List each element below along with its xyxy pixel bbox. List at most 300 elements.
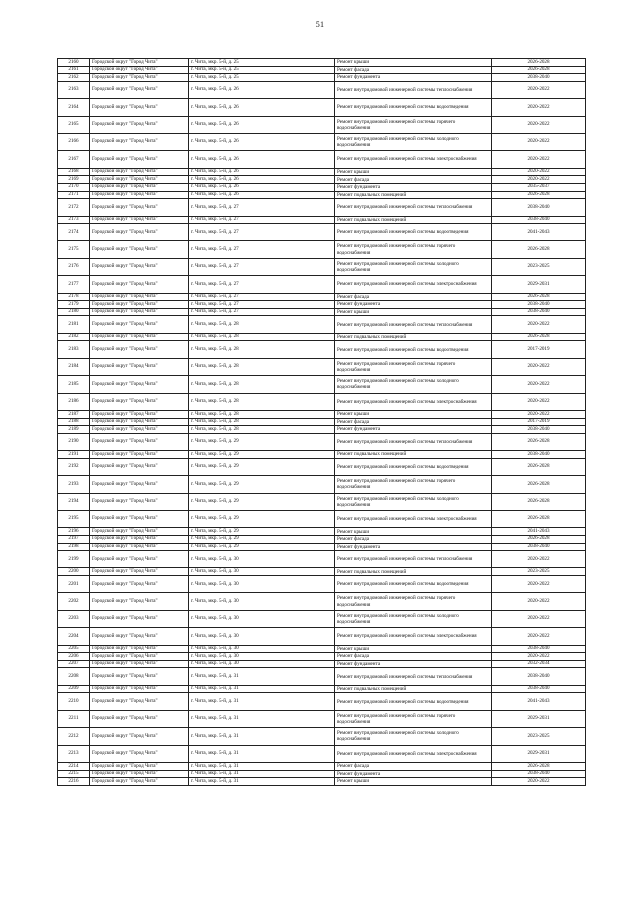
period-cell: 2038-2040 (492, 199, 586, 216)
work-type-cell: Ремонт внутридомовой инженерной системы водоотведения (335, 341, 492, 358)
work-type-cell: Ремонт внутридомовой инженерной системы горячего водоснабжения (335, 710, 492, 727)
work-type-cell: Ремонт внутридомовой инженерной системы теплоснабжения (335, 81, 492, 98)
row-number: 2169 (58, 176, 90, 184)
work-type-cell: Ремонт внутридомовой инженерной системы горячего водоснабжения (335, 116, 492, 133)
municipality-cell: Городской округ "Город Чита" (90, 458, 189, 475)
table-row (58, 183, 586, 191)
table-row (58, 576, 586, 593)
row-number: 2187 (58, 410, 90, 418)
municipality-cell: Городской округ "Город Чита" (90, 418, 189, 426)
work-type-cell: Ремонт фасада (335, 653, 492, 661)
table-row (58, 770, 586, 778)
table-row (58, 74, 586, 82)
work-type-cell: Ремонт подвальных помещений (335, 568, 492, 576)
row-number: 2181 (58, 316, 90, 333)
period-cell: 2038-2040 (492, 426, 586, 434)
row-number: 2208 (58, 668, 90, 685)
work-type-cell: Ремонт фундамента (335, 770, 492, 778)
period-cell: 2020-2022 (492, 610, 586, 627)
table-row (58, 151, 586, 168)
work-type-cell: Ремонт внутридомовой инженерной системы теплоснабжения (335, 199, 492, 216)
period-cell: 2026-2028 (492, 535, 586, 543)
row-number: 2204 (58, 628, 90, 645)
municipality-cell: Городской округ "Город Чита" (90, 393, 189, 410)
address-cell: г. Чита, мкр. 5-й, д. 26 (189, 168, 335, 176)
row-number: 2167 (58, 151, 90, 168)
row-number: 2182 (58, 333, 90, 341)
municipality-cell: Городской округ "Город Чита" (90, 276, 189, 293)
repair-schedule-table (57, 58, 586, 786)
table-row (58, 593, 586, 610)
row-number: 2193 (58, 476, 90, 493)
period-cell: 2026-2028 (492, 476, 586, 493)
address-cell: г. Чита, мкр. 5-й, д. 29 (189, 451, 335, 459)
work-type-cell: Ремонт внутридомовой инженерной системы горячего водоснабжения (335, 476, 492, 493)
table-row (58, 341, 586, 358)
work-type-cell: Ремонт фасада (335, 176, 492, 184)
work-type-cell: Ремонт крыши (335, 778, 492, 786)
municipality-cell: Городской округ "Город Чита" (90, 568, 189, 576)
table-row (58, 191, 586, 199)
address-cell: г. Чита, мкр. 5-й, д. 31 (189, 685, 335, 693)
period-cell: 2023-2025 (492, 258, 586, 275)
row-number: 2186 (58, 393, 90, 410)
work-type-cell: Ремонт внутридомовой инженерной системы холодного водоснабжения (335, 258, 492, 275)
address-cell: г. Чита, мкр. 5-й, д. 31 (189, 728, 335, 745)
municipality-cell: Городской округ "Город Чита" (90, 216, 189, 224)
address-cell: г. Чита, мкр. 5-й, д. 29 (189, 433, 335, 450)
table-row (58, 451, 586, 459)
municipality-cell: Городской округ "Город Чита" (90, 133, 189, 150)
work-type-cell: Ремонт крыши (335, 528, 492, 536)
municipality-cell: Городской округ "Город Чита" (90, 308, 189, 316)
period-cell: 2023-2025 (492, 568, 586, 576)
table-row (58, 199, 586, 216)
address-cell: г. Чита, мкр. 5-й, д. 25 (189, 74, 335, 82)
work-type-cell: Ремонт фундамента (335, 74, 492, 82)
work-type-cell: Ремонт внутридомовой инженерной системы водоотведения (335, 99, 492, 116)
table-row (58, 59, 586, 67)
row-number: 2180 (58, 308, 90, 316)
table-row (58, 276, 586, 293)
municipality-cell: Городской округ "Город Чита" (90, 628, 189, 645)
work-type-cell: Ремонт внутридомовой инженерной системы электроснабжения (335, 745, 492, 762)
row-number: 2195 (58, 510, 90, 527)
table-row (58, 778, 586, 786)
municipality-cell: Городской округ "Город Чита" (90, 551, 189, 568)
row-number: 2179 (58, 301, 90, 309)
period-cell: 2026-2028 (492, 333, 586, 341)
work-type-cell: Ремонт внутридомовой инженерной системы электроснабжения (335, 510, 492, 527)
work-type-cell: Ремонт крыши (335, 308, 492, 316)
table-row (58, 728, 586, 745)
address-cell: г. Чита, мкр. 5-й, д. 26 (189, 99, 335, 116)
address-cell: г. Чита, мкр. 5-й, д. 30 (189, 660, 335, 668)
municipality-cell: Городской округ "Город Чита" (90, 151, 189, 168)
table-row (58, 568, 586, 576)
address-cell: г. Чита, мкр. 5-й, д. 29 (189, 535, 335, 543)
work-type-cell: Ремонт фасада (335, 535, 492, 543)
table-row (58, 99, 586, 116)
period-cell: 2020-2022 (492, 410, 586, 418)
period-cell: 2038-2040 (492, 645, 586, 653)
work-type-cell: Ремонт крыши (335, 645, 492, 653)
page-number: 51 (315, 20, 325, 29)
table-row (58, 358, 586, 375)
address-cell: г. Чита, мкр. 5-й, д. 29 (189, 476, 335, 493)
table-row (58, 535, 586, 543)
table-row (58, 308, 586, 316)
work-type-cell: Ремонт фундамента (335, 660, 492, 668)
address-cell: г. Чита, мкр. 5-й, д. 28 (189, 341, 335, 358)
row-number: 2171 (58, 191, 90, 199)
address-cell: г. Чита, мкр. 5-й, д. 27 (189, 224, 335, 241)
period-cell: 2041-2043 (492, 528, 586, 536)
period-cell: 2038-2040 (492, 668, 586, 685)
table-row (58, 258, 586, 275)
table-row (58, 610, 586, 627)
period-cell: 2020-2022 (492, 778, 586, 786)
period-cell: 2041-2043 (492, 224, 586, 241)
work-type-cell: Ремонт внутридомовой инженерной системы теплоснабжения (335, 668, 492, 685)
work-type-cell: Ремонт внутридомовой инженерной системы теплоснабжения (335, 316, 492, 333)
work-type-cell: Ремонт фундамента (335, 183, 492, 191)
period-cell: 2020-2022 (492, 376, 586, 393)
period-cell: 2020-2022 (492, 168, 586, 176)
municipality-cell: Городской округ "Город Чита" (90, 762, 189, 770)
municipality-cell: Городской округ "Город Чита" (90, 451, 189, 459)
row-number: 2199 (58, 551, 90, 568)
work-type-cell: Ремонт подвальных помещений (335, 451, 492, 459)
address-cell: г. Чита, мкр. 5-й, д. 29 (189, 493, 335, 510)
row-number: 2184 (58, 358, 90, 375)
period-cell: 2020-2022 (492, 358, 586, 375)
period-cell: 2020-2022 (492, 576, 586, 593)
work-type-cell: Ремонт внутридомовой инженерной системы холодного водоснабжения (335, 728, 492, 745)
period-cell: 2020-2022 (492, 593, 586, 610)
period-cell: 2026-2028 (492, 433, 586, 450)
municipality-cell: Городской округ "Город Чита" (90, 301, 189, 309)
address-cell: г. Чита, мкр. 5-й, д. 30 (189, 645, 335, 653)
address-cell: г. Чита, мкр. 5-й, д. 29 (189, 528, 335, 536)
address-cell: г. Чита, мкр. 5-й, д. 25 (189, 59, 335, 67)
work-type-cell: Ремонт внутридомовой инженерной системы водоотведения (335, 693, 492, 710)
table-row (58, 693, 586, 710)
municipality-cell: Городской округ "Город Чита" (90, 66, 189, 74)
row-number: 2170 (58, 183, 90, 191)
work-type-cell: Ремонт фасада (335, 418, 492, 426)
work-type-cell: Ремонт внутридомовой инженерной системы горячего водоснабжения (335, 241, 492, 258)
table-row (58, 551, 586, 568)
address-cell: г. Чита, мкр. 5-й, д. 31 (189, 693, 335, 710)
table-row (58, 645, 586, 653)
address-cell: г. Чита, мкр. 5-й, д. 28 (189, 410, 335, 418)
address-cell: г. Чита, мкр. 5-й, д. 27 (189, 276, 335, 293)
address-cell: г. Чита, мкр. 5-й, д. 30 (189, 551, 335, 568)
row-number: 2161 (58, 66, 90, 74)
address-cell: г. Чита, мкр. 5-й, д. 27 (189, 241, 335, 258)
work-type-cell: Ремонт фундамента (335, 543, 492, 551)
municipality-cell: Городской округ "Город Чита" (90, 410, 189, 418)
row-number: 2203 (58, 610, 90, 627)
work-type-cell: Ремонт подвальных помещений (335, 685, 492, 693)
period-cell: 2026-2028 (492, 762, 586, 770)
address-cell: г. Чита, мкр. 5-й, д. 31 (189, 668, 335, 685)
period-cell: 2032-2034 (492, 660, 586, 668)
row-number: 2207 (58, 660, 90, 668)
work-type-cell: Ремонт внутридомовой инженерной системы электроснабжения (335, 393, 492, 410)
period-cell: 2038-2040 (492, 74, 586, 82)
municipality-cell: Городской округ "Город Чита" (90, 116, 189, 133)
work-type-cell: Ремонт крыши (335, 168, 492, 176)
table-row (58, 376, 586, 393)
address-cell: г. Чита, мкр. 5-й, д. 29 (189, 510, 335, 527)
address-cell: г. Чита, мкр. 5-й, д. 28 (189, 418, 335, 426)
municipality-cell: Городской округ "Город Чита" (90, 293, 189, 301)
row-number: 2202 (58, 593, 90, 610)
address-cell: г. Чита, мкр. 5-й, д. 27 (189, 293, 335, 301)
row-number: 2164 (58, 99, 90, 116)
row-number: 2174 (58, 224, 90, 241)
period-cell: 2041-2043 (492, 693, 586, 710)
table-row (58, 745, 586, 762)
work-type-cell: Ремонт внутридомовой инженерной системы электроснабжения (335, 628, 492, 645)
table-row (58, 301, 586, 309)
work-type-cell: Ремонт внутридомовой инженерной системы холодного водоснабжения (335, 610, 492, 627)
table-row (58, 476, 586, 493)
address-cell: г. Чита, мкр. 5-й, д. 28 (189, 316, 335, 333)
period-cell: 2026-2028 (492, 493, 586, 510)
row-number: 2162 (58, 74, 90, 82)
table-row (58, 316, 586, 333)
work-type-cell: Ремонт подвальных помещений (335, 191, 492, 199)
row-number: 2168 (58, 168, 90, 176)
work-type-cell: Ремонт внутридомовой инженерной системы теплоснабжения (335, 551, 492, 568)
table-row (58, 510, 586, 527)
period-cell: 2038-2040 (492, 543, 586, 551)
period-cell: 2038-2040 (492, 770, 586, 778)
municipality-cell: Городской округ "Город Чита" (90, 510, 189, 527)
address-cell: г. Чита, мкр. 5-й, д. 26 (189, 151, 335, 168)
row-number: 2165 (58, 116, 90, 133)
row-number: 2188 (58, 418, 90, 426)
work-type-cell: Ремонт внутридомовой инженерной системы холодного водоснабжения (335, 493, 492, 510)
municipality-cell: Городской округ "Город Чита" (90, 199, 189, 216)
period-cell: 2020-2022 (492, 81, 586, 98)
municipality-cell: Городской округ "Город Чита" (90, 493, 189, 510)
municipality-cell: Городской округ "Город Чита" (90, 770, 189, 778)
period-cell: 2026-2028 (492, 293, 586, 301)
municipality-cell: Городской округ "Город Чита" (90, 224, 189, 241)
row-number: 2201 (58, 576, 90, 593)
municipality-cell: Городской округ "Город Чита" (90, 653, 189, 661)
period-cell: 2017-2019 (492, 341, 586, 358)
row-number: 2183 (58, 341, 90, 358)
work-type-cell: Ремонт внутридомовой инженерной системы водоотведения (335, 576, 492, 593)
work-type-cell: Ремонт подвальных помещений (335, 216, 492, 224)
period-cell: 2020-2022 (492, 653, 586, 661)
row-number: 2175 (58, 241, 90, 258)
row-number: 2191 (58, 451, 90, 459)
address-cell: г. Чита, мкр. 5-й, д. 28 (189, 333, 335, 341)
address-cell: г. Чита, мкр. 5-й, д. 26 (189, 116, 335, 133)
work-type-cell: Ремонт фасада (335, 66, 492, 74)
work-type-cell: Ремонт внутридомовой инженерной системы электроснабжения (335, 151, 492, 168)
address-cell: г. Чита, мкр. 5-й, д. 27 (189, 308, 335, 316)
municipality-cell: Городской округ "Город Чита" (90, 376, 189, 393)
period-cell: 2020-2022 (492, 176, 586, 184)
address-cell: г. Чита, мкр. 5-й, д. 26 (189, 133, 335, 150)
period-cell: 2026-2028 (492, 458, 586, 475)
table-body (58, 59, 586, 786)
row-number: 2198 (58, 543, 90, 551)
work-type-cell: Ремонт фасада (335, 293, 492, 301)
period-cell: 2035-2037 (492, 183, 586, 191)
municipality-cell: Городской округ "Город Чита" (90, 74, 189, 82)
period-cell: 2020-2022 (492, 151, 586, 168)
table-row (58, 333, 586, 341)
row-number: 2210 (58, 693, 90, 710)
table-row (58, 410, 586, 418)
address-cell: г. Чита, мкр. 5-й, д. 30 (189, 610, 335, 627)
municipality-cell: Городской округ "Город Чита" (90, 333, 189, 341)
period-cell: 2029-2031 (492, 710, 586, 727)
address-cell: г. Чита, мкр. 5-й, д. 31 (189, 778, 335, 786)
table-row (58, 762, 586, 770)
row-number: 2176 (58, 258, 90, 275)
address-cell: г. Чита, мкр. 5-й, д. 27 (189, 258, 335, 275)
municipality-cell: Городской округ "Город Чита" (90, 341, 189, 358)
period-cell: 2029-2031 (492, 276, 586, 293)
work-type-cell: Ремонт фундамента (335, 426, 492, 434)
municipality-cell: Городской округ "Город Чита" (90, 241, 189, 258)
address-cell: г. Чита, мкр. 5-й, д. 28 (189, 376, 335, 393)
municipality-cell: Городской округ "Город Чита" (90, 426, 189, 434)
address-cell: г. Чита, мкр. 5-й, д. 31 (189, 770, 335, 778)
period-cell: 2020-2022 (492, 393, 586, 410)
period-cell: 2020-2022 (492, 133, 586, 150)
table-row (58, 685, 586, 693)
work-type-cell: Ремонт внутридомовой инженерной системы электроснабжения (335, 276, 492, 293)
municipality-cell: Городской округ "Город Чита" (90, 528, 189, 536)
row-number: 2215 (58, 770, 90, 778)
address-cell: г. Чита, мкр. 5-й, д. 30 (189, 628, 335, 645)
address-cell: г. Чита, мкр. 5-й, д. 26 (189, 176, 335, 184)
row-number: 2205 (58, 645, 90, 653)
municipality-cell: Городской округ "Город Чита" (90, 358, 189, 375)
table-row (58, 528, 586, 536)
row-number: 2212 (58, 728, 90, 745)
period-cell: 2038-2040 (492, 685, 586, 693)
row-number: 2196 (58, 528, 90, 536)
period-cell: 2017-2019 (492, 418, 586, 426)
municipality-cell: Городской округ "Город Чита" (90, 710, 189, 727)
municipality-cell: Городской округ "Город Чита" (90, 191, 189, 199)
table-row (58, 133, 586, 150)
address-cell: г. Чита, мкр. 5-й, д. 28 (189, 358, 335, 375)
municipality-cell: Городской округ "Город Чита" (90, 685, 189, 693)
municipality-cell: Городской округ "Город Чита" (90, 728, 189, 745)
address-cell: г. Чита, мкр. 5-й, д. 27 (189, 199, 335, 216)
municipality-cell: Городской округ "Город Чита" (90, 433, 189, 450)
municipality-cell: Городской округ "Город Чита" (90, 168, 189, 176)
municipality-cell: Городской округ "Город Чита" (90, 660, 189, 668)
row-number: 2172 (58, 199, 90, 216)
period-cell: 2020-2022 (492, 99, 586, 116)
work-type-cell: Ремонт внутридомовой инженерной системы холодного водоснабжения (335, 376, 492, 393)
work-type-cell: Ремонт крыши (335, 59, 492, 67)
table-row (58, 493, 586, 510)
period-cell: 2029-2031 (492, 745, 586, 762)
work-type-cell: Ремонт внутридомовой инженерной системы холодного водоснабжения (335, 133, 492, 150)
row-number: 2209 (58, 685, 90, 693)
work-type-cell: Ремонт внутридомовой инженерной системы горячего водоснабжения (335, 358, 492, 375)
table-row (58, 116, 586, 133)
row-number: 2194 (58, 493, 90, 510)
address-cell: г. Чита, мкр. 5-й, д. 31 (189, 762, 335, 770)
municipality-cell: Городской округ "Город Чита" (90, 258, 189, 275)
address-cell: г. Чита, мкр. 5-й, д. 26 (189, 183, 335, 191)
row-number: 2166 (58, 133, 90, 150)
address-cell: г. Чита, мкр. 5-й, д. 30 (189, 653, 335, 661)
table-row (58, 66, 586, 74)
table-row (58, 628, 586, 645)
address-cell: г. Чита, мкр. 5-й, д. 27 (189, 216, 335, 224)
period-cell: 2026-2028 (492, 510, 586, 527)
table-row (58, 241, 586, 258)
table-row (58, 393, 586, 410)
address-cell: г. Чита, мкр. 5-й, д. 30 (189, 593, 335, 610)
period-cell: 2026-2028 (492, 66, 586, 74)
row-number: 2163 (58, 81, 90, 98)
row-number: 2192 (58, 458, 90, 475)
table-row (58, 168, 586, 176)
municipality-cell: Городской округ "Город Чита" (90, 576, 189, 593)
row-number: 2173 (58, 216, 90, 224)
work-type-cell: Ремонт фасада (335, 762, 492, 770)
municipality-cell: Городской округ "Город Чита" (90, 593, 189, 610)
table-row (58, 660, 586, 668)
row-number: 2216 (58, 778, 90, 786)
work-type-cell: Ремонт фундамента (335, 301, 492, 309)
municipality-cell: Городской округ "Город Чита" (90, 668, 189, 685)
address-cell: г. Чита, мкр. 5-й, д. 29 (189, 458, 335, 475)
period-cell: 2020-2022 (492, 116, 586, 133)
work-type-cell: Ремонт подвальных помещений (335, 333, 492, 341)
municipality-cell: Городской округ "Город Чита" (90, 59, 189, 67)
address-cell: г. Чита, мкр. 5-й, д. 30 (189, 568, 335, 576)
municipality-cell: Городской округ "Город Чита" (90, 316, 189, 333)
period-cell: 2026-2028 (492, 59, 586, 67)
municipality-cell: Городской округ "Город Чита" (90, 99, 189, 116)
address-cell: г. Чита, мкр. 5-й, д. 26 (189, 81, 335, 98)
row-number: 2206 (58, 653, 90, 661)
period-cell: 2038-2040 (492, 301, 586, 309)
work-type-cell: Ремонт внутридомовой инженерной системы горячего водоснабжения (335, 593, 492, 610)
municipality-cell: Городской округ "Город Чита" (90, 476, 189, 493)
row-number: 2190 (58, 433, 90, 450)
table-row (58, 653, 586, 661)
work-type-cell: Ремонт внутридомовой инженерной системы водоотведения (335, 224, 492, 241)
period-cell: 2020-2022 (492, 316, 586, 333)
work-type-cell: Ремонт внутридомовой инженерной системы водоотведения (335, 458, 492, 475)
row-number: 2211 (58, 710, 90, 727)
table-row (58, 458, 586, 475)
table-row (58, 433, 586, 450)
period-cell: 2038-2040 (492, 216, 586, 224)
table-row (58, 176, 586, 184)
table-row (58, 426, 586, 434)
